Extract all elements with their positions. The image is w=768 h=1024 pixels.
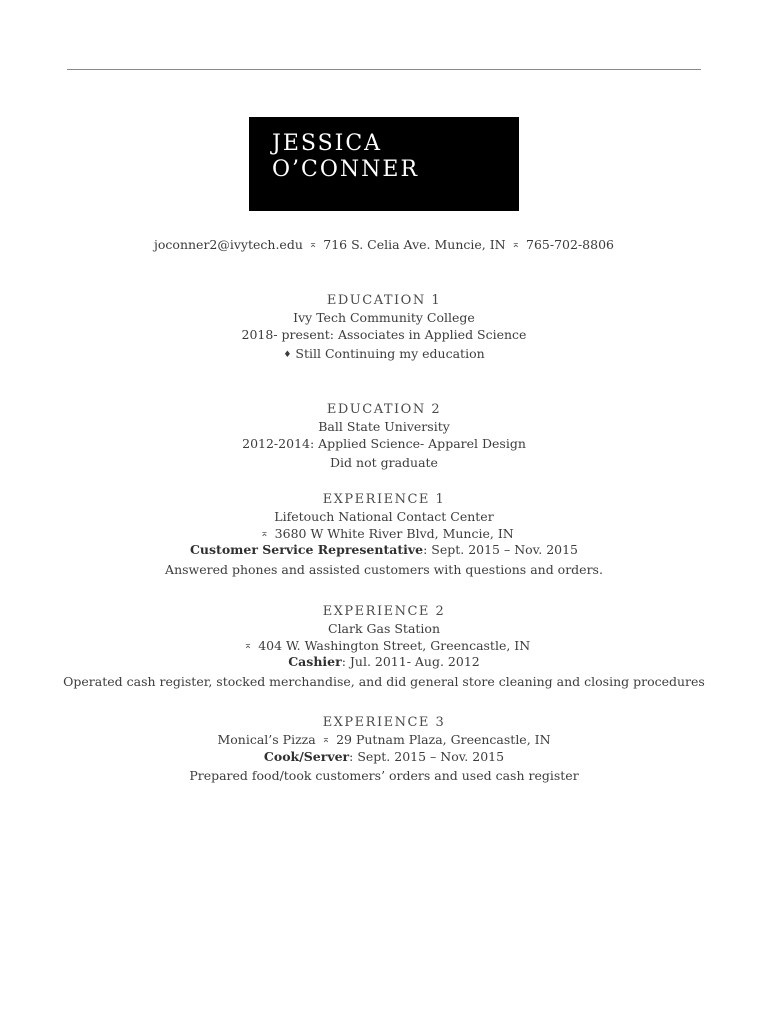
experience-1-section bbox=[0, 491, 768, 578]
employer-name: Clark Gas Station bbox=[328, 621, 440, 636]
name-banner bbox=[249, 117, 519, 211]
section-heading: EXPERIENCE 2 bbox=[322, 604, 446, 619]
separator-icon: ⌅ bbox=[321, 734, 331, 745]
job-dates: : Sept. 2015 – Nov. 2015 bbox=[349, 748, 505, 764]
bullet-text: Still Continuing my education bbox=[295, 346, 485, 361]
role-line bbox=[0, 654, 768, 671]
education-1-section bbox=[0, 292, 768, 364]
last-name: O’CONNER bbox=[272, 157, 420, 182]
role-line bbox=[0, 542, 768, 559]
employer-name: Lifetouch National Contact Center bbox=[274, 509, 494, 524]
degree-detail: 2018- present: Associates in Applied Science bbox=[241, 326, 527, 342]
section-heading: EXPERIENCE 1 bbox=[322, 492, 446, 507]
education-2-section bbox=[0, 401, 768, 472]
role-line bbox=[0, 749, 768, 766]
job-description: Operated cash register, stocked merchandise, and did general store cleaning and closing procedures bbox=[63, 673, 705, 689]
employer-address: 3680 W White River Blvd, Muncie, IN bbox=[274, 525, 514, 541]
job-title: Cook/Server bbox=[263, 748, 350, 764]
job-description: Answered phones and assisted customers with questions and orders. bbox=[165, 561, 603, 577]
employer-address-line bbox=[0, 638, 768, 655]
degree-detail: 2012-2014: Applied Science- Apparel Design bbox=[242, 435, 526, 451]
separator-icon: ⌅ bbox=[308, 239, 318, 250]
job-description: Prepared food/took customers’ orders and used cash register bbox=[189, 768, 579, 783]
address: 716 S. Celia Ave. Muncie, IN bbox=[323, 237, 506, 252]
first-name: JESSICA bbox=[272, 131, 383, 156]
employer-name: Monical’s Pizza bbox=[217, 732, 316, 747]
employer-address: 404 W. Washington Street, Greencastle, IN bbox=[258, 637, 531, 653]
section-heading: EXPERIENCE 3 bbox=[322, 715, 446, 730]
bullet-item bbox=[0, 346, 768, 364]
diamond-bullet-icon: ♦ bbox=[283, 350, 292, 360]
experience-3-section bbox=[0, 714, 768, 785]
job-title: Cashier bbox=[288, 654, 342, 669]
employer-address-line bbox=[0, 526, 768, 543]
experience-2-section bbox=[0, 603, 768, 690]
contact-line bbox=[0, 237, 768, 252]
section-heading: EDUCATION 1 bbox=[326, 293, 442, 308]
separator-icon: ⌅ bbox=[511, 239, 520, 250]
employer-line bbox=[0, 732, 768, 749]
school-name: Ivy Tech Community College bbox=[293, 310, 475, 325]
employer-address: 29 Putnam Plaza, Greencastle, IN bbox=[336, 732, 551, 747]
section-heading: EDUCATION 2 bbox=[326, 402, 442, 417]
top-divider bbox=[67, 69, 701, 70]
job-dates: : Jul. 2011- Aug. 2012 bbox=[341, 654, 480, 669]
school-name: Ball State University bbox=[318, 419, 450, 434]
job-title: Customer Service Representative bbox=[189, 542, 424, 557]
phone: 765-702-8806 bbox=[526, 237, 614, 252]
separator-icon: ⌅ bbox=[260, 527, 269, 539]
separator-icon: ⌅ bbox=[243, 639, 253, 651]
email: joconner2@ivytech.edu bbox=[154, 237, 303, 252]
education-note: Did not graduate bbox=[330, 455, 438, 470]
job-dates: : Sept. 2015 – Nov. 2015 bbox=[423, 542, 579, 557]
